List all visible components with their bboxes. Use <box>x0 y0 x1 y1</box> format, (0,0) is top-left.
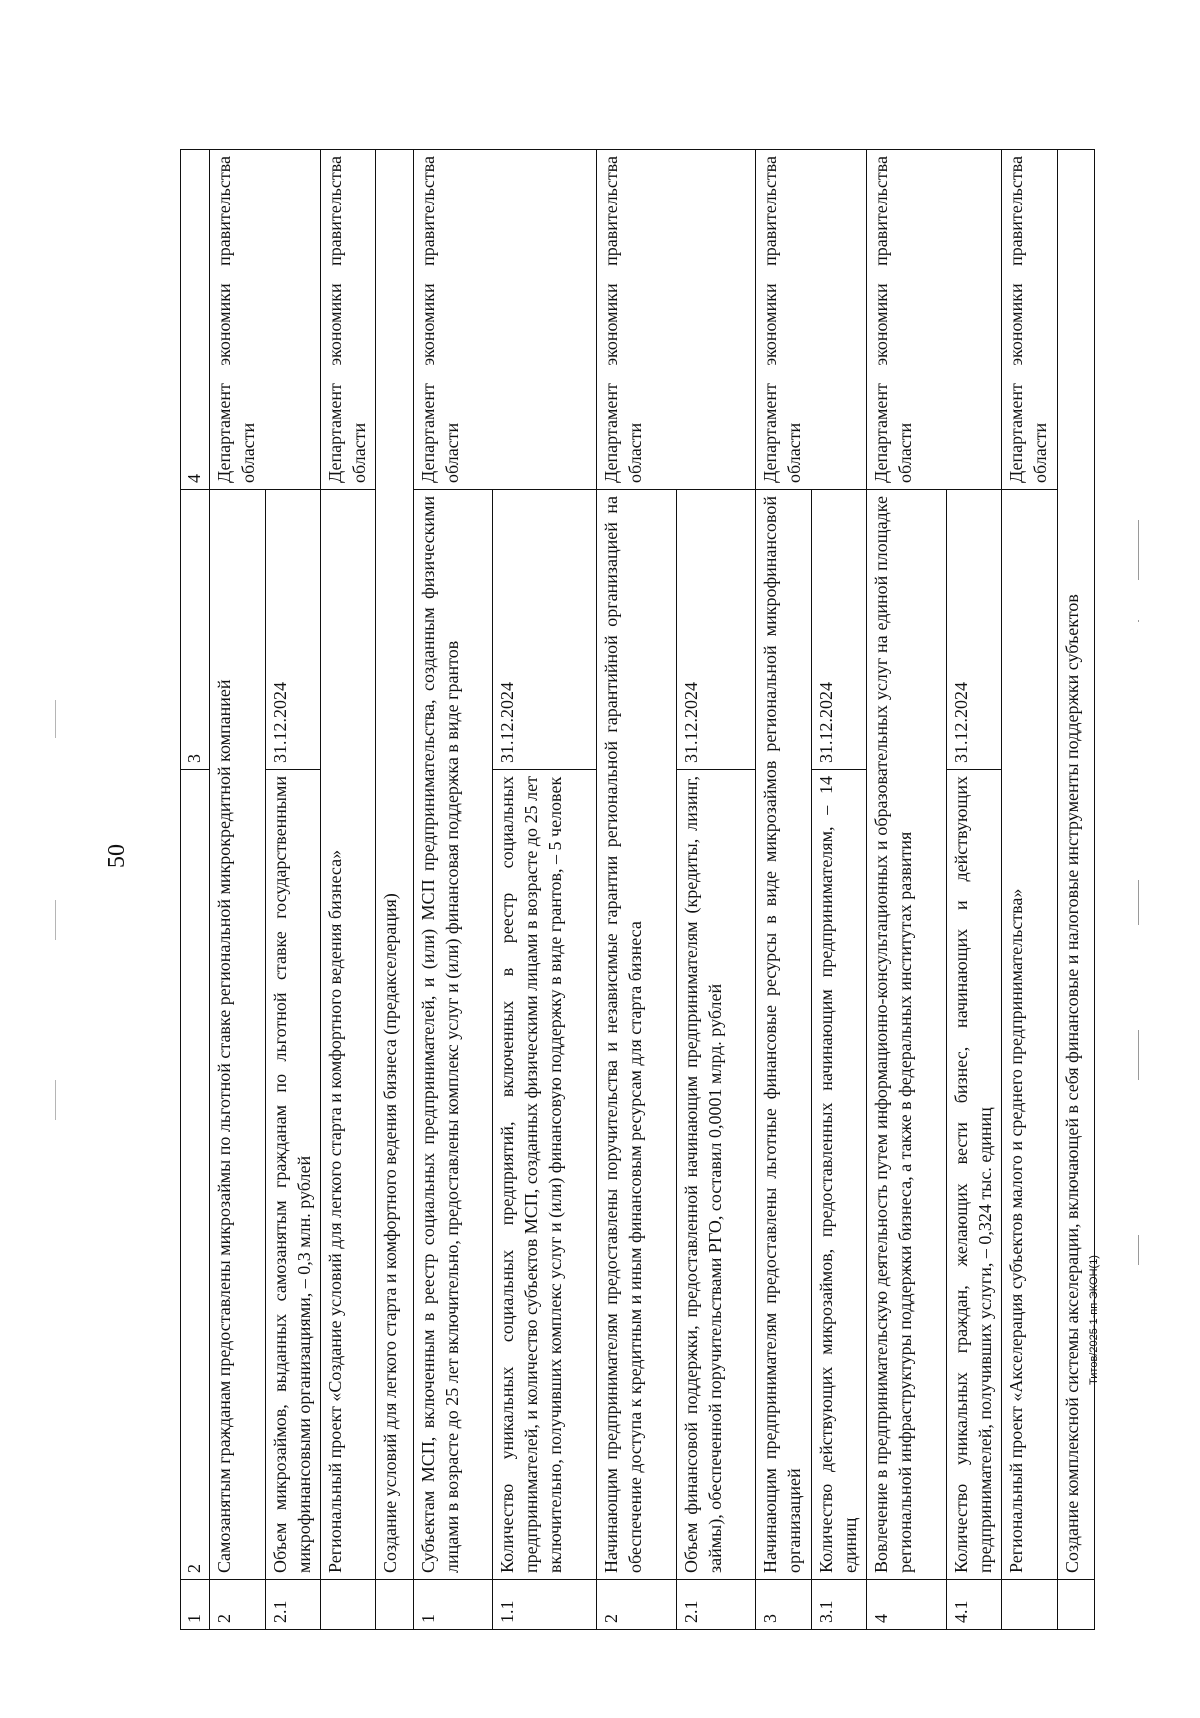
row-number: 4.1 <box>946 1580 1001 1630</box>
row-number <box>321 1580 376 1630</box>
row-date: 31.12.2024 <box>811 490 866 770</box>
table-row <box>413 150 493 1630</box>
row-number <box>1057 1580 1094 1630</box>
row-description: Региональный проект «Создание условий для легкого старта и комфортного ведения бизнеса» <box>321 490 376 1580</box>
row-number: 2 <box>210 1580 265 1630</box>
main-table <box>180 149 1095 1630</box>
table-row <box>597 150 677 1630</box>
row-responsible: Департамент экономики правительства области <box>413 150 596 490</box>
row-number <box>376 1580 413 1630</box>
binding-mark <box>1138 620 1139 622</box>
row-description: Создание условий для легкого старта и комфортного ведения бизнеса (предакселерация) <box>376 150 413 1580</box>
row-description: Объем микрозаймов, выданных самозанятым гражданам по льготной ставке государственными микрофинансовыми организациями, – 0,3 млн. рублей <box>265 770 320 1580</box>
header-col-1: 1 <box>181 1580 210 1630</box>
scan-mark <box>55 1080 56 1120</box>
row-description: Начинающим предпринимателям предоставлены льготные финансовые ресурсы в виде микрозаймов региональной микрофинансовой организацией <box>756 490 811 1580</box>
row-date: 31.12.2024 <box>265 490 320 770</box>
row-description: Количество действующих микрозаймов, предоставленных начинающим предпринимателям, – 14 единиц <box>811 770 866 1580</box>
row-responsible: Департамент экономики правительства области <box>321 150 376 490</box>
document-code <box>1086 1240 1102 1400</box>
table-row <box>756 150 811 1630</box>
binding-mark <box>1138 520 1139 580</box>
row-date: 31.12.2024 <box>676 490 756 770</box>
header-col-3: 3 <box>181 490 210 770</box>
row-number <box>1002 1580 1057 1630</box>
row-description: Региональный проект «Акселерация субъектов малого и среднего предпринимательства» <box>1002 490 1057 1580</box>
table-wrapper <box>180 150 1095 1630</box>
header-col-4: 4 <box>181 150 210 490</box>
row-description: Количество уникальных граждан, желающих вести бизнес, начинающих и действующих предпринимателей, получивших услуги, – 0,324 тыс. единиц <box>946 770 1001 1580</box>
table-rotated-container <box>180 150 1095 1630</box>
row-responsible: Департамент экономики правительства области <box>756 150 867 490</box>
scan-mark <box>55 700 56 738</box>
row-responsible: Департамент экономики правительства области <box>1002 150 1057 490</box>
document-code-text: Титов/2025-1-пп-ЭКОН(1) <box>1088 1255 1100 1385</box>
row-number: 3.1 <box>811 1580 866 1630</box>
row-number: 2.1 <box>676 1580 756 1630</box>
binding-mark <box>1138 880 1139 925</box>
row-description: Субъектам МСП, включенным в реестр социальных предпринимателей, и (или) МСП предпринимательства, созданным физическими лицами в возрасте до 25 лет включительно, предоставлены комплекс услуг и (или) финансовая поддержка в виде грантов <box>413 490 493 1580</box>
binding-mark <box>1138 1030 1139 1080</box>
row-responsible: Департамент экономики правительства области <box>597 150 756 490</box>
header-col-2: 2 <box>181 770 210 1580</box>
table-row <box>321 150 376 1630</box>
row-date: 31.12.2024 <box>493 490 597 770</box>
table-row <box>210 150 265 1630</box>
row-description: Самозанятым гражданам предоставлены микрозаймы по льготной ставке региональной микрокредитной компанией <box>210 490 265 1580</box>
row-number: 1.1 <box>493 1580 597 1630</box>
row-number: 2.1 <box>265 1580 320 1630</box>
page-number: 50 <box>103 844 130 868</box>
row-number: 3 <box>756 1580 811 1630</box>
row-description: Объем финансовой поддержки, предоставленной начинающим предпринимателям (кредиты, лизинг, займы), обеспеченной поручительствами РГО, составил 0,0001 млрд. рублей <box>676 770 756 1580</box>
scan-mark <box>55 900 56 940</box>
row-responsible: Департамент экономики правительства области <box>867 150 1002 490</box>
table-row <box>867 150 947 1630</box>
table-row <box>376 150 413 1630</box>
row-number: 1 <box>413 1580 493 1630</box>
row-description: Количество уникальных социальных предприятий, включенных в реестр социальных предпринимателей, и количество субъектов МСП, созданных физическими лицами в возрасте до 25 лет включительно, получивших комплекс услуг и (или) финансовую поддержку в виде грантов, – 5 человек <box>493 770 597 1580</box>
row-description: Начинающим предпринимателям предоставлены поручительства и независимые гарантии региональной гарантийной организацией на обеспечение доступа к кредитным и иным финансовым ресурсам для старта бизнеса <box>597 490 677 1580</box>
row-description: Создание комплексной системы акселерации, включающей в себя финансовые и налоговые инструменты поддержки субъектов <box>1057 150 1094 1580</box>
row-responsible: Департамент экономики правительства области <box>210 150 321 490</box>
table-row <box>1002 150 1057 1630</box>
binding-mark <box>1138 1235 1139 1265</box>
row-number: 4 <box>867 1580 947 1630</box>
table-row <box>1057 150 1094 1630</box>
table-header-row <box>181 150 210 1630</box>
row-number: 2 <box>597 1580 677 1630</box>
row-description: Вовлечение в предпринимательскую деятельность путем информационно-консультационных и образовательных услуг на единой площадке региональной инфраструктуры поддержки бизнеса, а также в федеральных институтах развития <box>867 490 947 1580</box>
row-date: 31.12.2024 <box>946 490 1001 770</box>
